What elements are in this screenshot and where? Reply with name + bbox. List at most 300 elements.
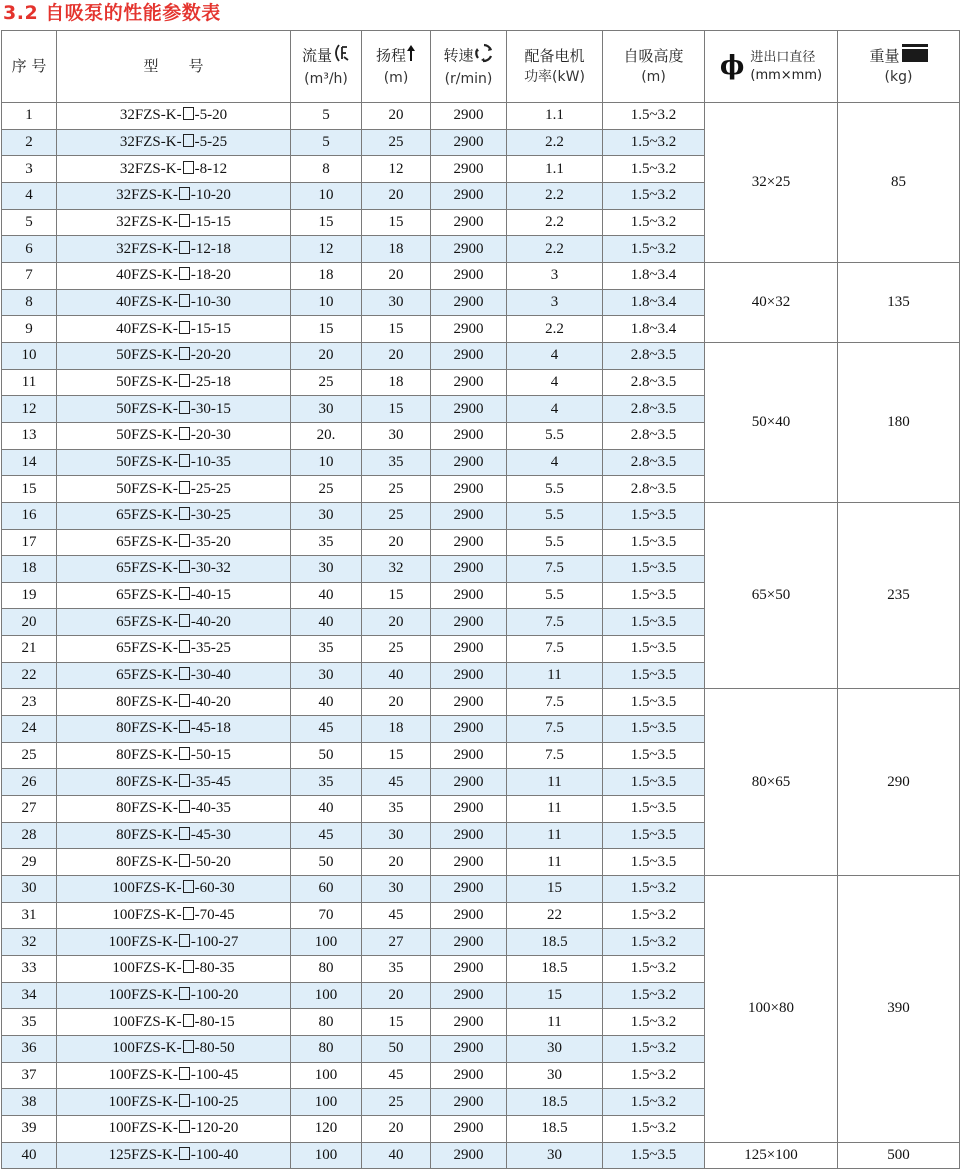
cell-suction: 1.5~3.2: [603, 1115, 705, 1142]
cell-speed: 2900: [431, 716, 507, 743]
cell-index: 36: [2, 1035, 57, 1062]
cell-speed: 2900: [431, 609, 507, 636]
cell-flow: 20: [291, 342, 362, 369]
cell-index: 37: [2, 1062, 57, 1089]
cell-suction: 2.8~3.5: [603, 422, 705, 449]
model-suffix: -45-18: [190, 720, 231, 737]
model-suffix: -30-32: [190, 560, 231, 577]
placeholder-box-icon: [179, 187, 190, 200]
header-speed: [431, 31, 507, 103]
cell-speed: 2900: [431, 636, 507, 663]
cell-flow: 80: [291, 1009, 362, 1036]
cell-index: 32: [2, 929, 57, 956]
cell-flow: 45: [291, 716, 362, 743]
cell-head: 15: [362, 742, 431, 769]
cell-power: 18.5: [507, 1089, 603, 1116]
model-suffix: -10-20: [190, 187, 231, 204]
header-index: [2, 31, 57, 103]
cell-index: 2: [2, 129, 57, 156]
cell-flow: 50: [291, 742, 362, 769]
model-prefix: 50FZS-K-: [116, 347, 178, 364]
header-index-label: 序 号: [11, 57, 47, 75]
cell-model: [57, 1142, 291, 1169]
cell-flow: 40: [291, 796, 362, 823]
model-prefix: 65FZS-K-: [116, 613, 178, 630]
cell-power: 7.5: [507, 556, 603, 583]
placeholder-box-icon: [179, 1120, 190, 1133]
model-prefix: 32FZS-K-: [116, 213, 178, 230]
model-suffix: -35-20: [190, 533, 231, 550]
cell-suction: 1.5~3.2: [603, 1062, 705, 1089]
cell-power: 22: [507, 902, 603, 929]
model-prefix: 80FZS-K-: [116, 720, 178, 737]
model-prefix: 100FZS-K-: [108, 1120, 178, 1137]
header-flow-unit: (m³/h): [304, 71, 348, 87]
cell-index: 21: [2, 636, 57, 663]
cell-flow: 20.: [291, 422, 362, 449]
cell-flow: 15: [291, 316, 362, 343]
cell-suction: 1.5~3.5: [603, 796, 705, 823]
model-suffix: -18-20: [190, 267, 231, 284]
cell-suction: 1.5~3.2: [603, 956, 705, 983]
cell-power: 15: [507, 982, 603, 1009]
cell-index: 20: [2, 609, 57, 636]
model-suffix: -35-45: [190, 773, 231, 790]
cell-suction: 1.5~3.2: [603, 982, 705, 1009]
cell-head: 25: [362, 476, 431, 503]
cell-head: 20: [362, 609, 431, 636]
cell-index: 3: [2, 156, 57, 183]
cell-index: 14: [2, 449, 57, 476]
cell-power: 11: [507, 796, 603, 823]
cell-power: 5.5: [507, 582, 603, 609]
cell-flow: 40: [291, 582, 362, 609]
cell-speed: 2900: [431, 396, 507, 423]
cell-flow: 120: [291, 1115, 362, 1142]
cell-flow: 30: [291, 556, 362, 583]
table-row: [2, 502, 960, 529]
header-speed-label: 转速: [443, 46, 474, 65]
placeholder-box-icon: [183, 1014, 194, 1027]
cell-speed: 2900: [431, 849, 507, 876]
cell-speed: 2900: [431, 769, 507, 796]
placeholder-box-icon: [179, 534, 190, 547]
cell-power: 2.2: [507, 129, 603, 156]
placeholder-box-icon: [179, 347, 190, 360]
page-title: 3.2 自吸泵的性能参数表: [3, 2, 221, 24]
header-flow: [291, 31, 362, 103]
cell-power: 2.2: [507, 209, 603, 236]
cell-model: [57, 769, 291, 796]
cell-speed: 2900: [431, 1009, 507, 1036]
cell-model: [57, 556, 291, 583]
cell-model: [57, 369, 291, 396]
cell-suction: 2.8~3.5: [603, 476, 705, 503]
model-suffix: -100-27: [190, 933, 239, 950]
cell-flow: 40: [291, 609, 362, 636]
performance-table: [1, 30, 960, 1169]
cell-suction: 1.5~3.2: [603, 129, 705, 156]
cell-index: 22: [2, 662, 57, 689]
model-prefix: 50FZS-K-: [116, 400, 178, 417]
cell-power: 11: [507, 822, 603, 849]
placeholder-box-icon: [179, 294, 190, 307]
cell-head: 30: [362, 422, 431, 449]
header-suction-label: 自吸高度: [623, 46, 684, 65]
cell-power: 11: [507, 849, 603, 876]
placeholder-box-icon: [183, 1040, 194, 1053]
cell-suction: 1.5~3.5: [603, 662, 705, 689]
cell-index: 11: [2, 369, 57, 396]
placeholder-box-icon: [183, 907, 194, 920]
cell-speed: 2900: [431, 262, 507, 289]
cell-index: 17: [2, 529, 57, 556]
cell-flow: 25: [291, 369, 362, 396]
cell-model: [57, 609, 291, 636]
cell-head: 35: [362, 796, 431, 823]
cell-suction: 1.5~3.5: [603, 556, 705, 583]
cell-power: 11: [507, 662, 603, 689]
cell-head: 20: [362, 982, 431, 1009]
model-suffix: -50-20: [190, 853, 231, 870]
model-suffix: -20-20: [190, 347, 231, 364]
cell-index: 15: [2, 476, 57, 503]
cell-head: 30: [362, 822, 431, 849]
cell-speed: 2900: [431, 902, 507, 929]
cell-power: 2.2: [507, 236, 603, 263]
model-prefix: 32FZS-K-: [116, 240, 178, 257]
cell-head: 45: [362, 902, 431, 929]
cell-speed: 2900: [431, 689, 507, 716]
header-head: [362, 31, 431, 103]
placeholder-box-icon: [179, 267, 190, 280]
placeholder-box-icon: [179, 774, 190, 787]
cell-flow: 100: [291, 1089, 362, 1116]
cell-model: [57, 1062, 291, 1089]
cell-model: [57, 502, 291, 529]
model-prefix: 65FZS-K-: [116, 667, 178, 684]
cell-index: 35: [2, 1009, 57, 1036]
cell-model: [57, 529, 291, 556]
placeholder-box-icon: [179, 560, 190, 573]
cell-power: 5.5: [507, 476, 603, 503]
cell-suction: 1.5~3.5: [603, 716, 705, 743]
cell-model: [57, 209, 291, 236]
model-prefix: 50FZS-K-: [116, 480, 178, 497]
cell-model: [57, 956, 291, 983]
header-head-label: 扬程: [375, 46, 406, 65]
cell-model: [57, 316, 291, 343]
model-prefix: 32FZS-K-: [119, 133, 182, 150]
cell-flow: 80: [291, 956, 362, 983]
cell-flow: 15: [291, 209, 362, 236]
header-row: [2, 31, 960, 103]
cell-speed: 2900: [431, 289, 507, 316]
cell-flow: 100: [291, 929, 362, 956]
placeholder-box-icon: [183, 134, 194, 147]
cell-model: [57, 1089, 291, 1116]
model-suffix: -30-15: [190, 400, 231, 417]
cell-speed: 2900: [431, 1062, 507, 1089]
table-row: [2, 689, 960, 716]
header-power-unit: 功率(kW): [524, 68, 585, 85]
cell-weight: 235: [838, 502, 960, 689]
model-suffix: -20-30: [190, 427, 231, 444]
cell-speed: 2900: [431, 342, 507, 369]
cell-head: 25: [362, 636, 431, 663]
cell-speed: 2900: [431, 182, 507, 209]
header-weight: [838, 31, 960, 103]
cell-suction: 1.5~3.5: [603, 1142, 705, 1169]
placeholder-box-icon: [183, 107, 194, 120]
cell-head: 30: [362, 876, 431, 903]
model-suffix: -80-15: [194, 1013, 235, 1030]
cell-diameter: 32×25: [705, 103, 838, 263]
cell-index: 24: [2, 716, 57, 743]
cell-speed: 2900: [431, 156, 507, 183]
model-prefix: 80FZS-K-: [116, 693, 178, 710]
cell-power: 11: [507, 1009, 603, 1036]
model-prefix: 65FZS-K-: [116, 533, 178, 550]
cell-flow: 80: [291, 1035, 362, 1062]
cell-flow: 45: [291, 822, 362, 849]
cell-power: 5.5: [507, 529, 603, 556]
cell-weight: 85: [838, 103, 960, 263]
up-arrow-icon: [406, 44, 416, 68]
cell-head: 25: [362, 502, 431, 529]
cell-head: 20: [362, 103, 431, 130]
model-prefix: 32FZS-K-: [116, 187, 178, 204]
cell-flow: 100: [291, 1062, 362, 1089]
cell-speed: 2900: [431, 449, 507, 476]
cell-head: 20: [362, 689, 431, 716]
cell-head: 18: [362, 716, 431, 743]
cell-head: 20: [362, 262, 431, 289]
cell-suction: 1.8~3.4: [603, 262, 705, 289]
cell-flow: 25: [291, 476, 362, 503]
flow-icon: [332, 43, 350, 69]
rotation-icon: [474, 43, 494, 69]
cell-power: 7.5: [507, 716, 603, 743]
cell-speed: 2900: [431, 1035, 507, 1062]
placeholder-box-icon: [179, 1094, 190, 1107]
cell-index: 7: [2, 262, 57, 289]
placeholder-box-icon: [179, 747, 190, 760]
model-suffix: -100-40: [190, 1146, 239, 1163]
header-diameter-label: 进出口直径: [750, 49, 816, 65]
cell-speed: 2900: [431, 982, 507, 1009]
cell-suction: 1.5~3.2: [603, 182, 705, 209]
cell-power: 30: [507, 1062, 603, 1089]
cell-power: 30: [507, 1142, 603, 1169]
cell-model: [57, 103, 291, 130]
cell-model: [57, 822, 291, 849]
cell-head: 20: [362, 849, 431, 876]
cell-suction: 2.8~3.5: [603, 449, 705, 476]
model-suffix: -100-25: [190, 1093, 239, 1110]
cell-diameter: 100×80: [705, 876, 838, 1143]
cell-speed: 2900: [431, 556, 507, 583]
model-suffix: -60-30: [194, 880, 235, 897]
cell-flow: 50: [291, 849, 362, 876]
model-suffix: -30-40: [190, 667, 231, 684]
model-suffix: -120-20: [190, 1120, 239, 1137]
cell-model: [57, 582, 291, 609]
cell-flow: 100: [291, 1142, 362, 1169]
cell-index: 29: [2, 849, 57, 876]
model-suffix: -5-20: [194, 107, 228, 124]
cell-model: [57, 342, 291, 369]
cell-speed: 2900: [431, 1089, 507, 1116]
cell-diameter: 40×32: [705, 262, 838, 342]
header-model: [57, 31, 291, 103]
cell-suction: 1.8~3.4: [603, 316, 705, 343]
cell-weight: 500: [838, 1142, 960, 1169]
model-prefix: 32FZS-K-: [119, 107, 182, 124]
model-prefix: 80FZS-K-: [116, 747, 178, 764]
cell-flow: 5: [291, 103, 362, 130]
cell-head: 20: [362, 342, 431, 369]
cell-weight: 290: [838, 689, 960, 876]
diameter-symbol-icon: ϕ: [719, 51, 745, 81]
cell-model: [57, 129, 291, 156]
cell-head: 15: [362, 209, 431, 236]
cell-head: 40: [362, 662, 431, 689]
cell-model: [57, 449, 291, 476]
placeholder-box-icon: [179, 321, 190, 334]
cell-speed: 2900: [431, 1142, 507, 1169]
cell-weight: 390: [838, 876, 960, 1143]
header-weight-unit: (kg): [884, 68, 913, 85]
placeholder-box-icon: [179, 374, 190, 387]
cell-index: 1: [2, 103, 57, 130]
cell-speed: 2900: [431, 476, 507, 503]
placeholder-box-icon: [179, 694, 190, 707]
cell-suction: 1.5~3.2: [603, 209, 705, 236]
cell-model: [57, 396, 291, 423]
cell-power: 30: [507, 1035, 603, 1062]
cell-speed: 2900: [431, 129, 507, 156]
model-prefix: 100FZS-K-: [112, 880, 182, 897]
cell-suction: 1.5~3.2: [603, 902, 705, 929]
model-prefix: 40FZS-K-: [116, 293, 178, 310]
cell-index: 33: [2, 956, 57, 983]
header-diameter-unit: (mm×mm): [750, 67, 823, 83]
cell-model: [57, 236, 291, 263]
cell-head: 32: [362, 556, 431, 583]
model-prefix: 100FZS-K-: [112, 960, 182, 977]
model-suffix: -12-18: [190, 240, 231, 257]
cell-model: [57, 182, 291, 209]
cell-head: 18: [362, 369, 431, 396]
cell-power: 2.2: [507, 182, 603, 209]
model-suffix: -50-15: [190, 747, 231, 764]
cell-flow: 100: [291, 982, 362, 1009]
header-weight-label: 重量: [869, 46, 900, 65]
model-prefix: 125FZS-K-: [108, 1146, 178, 1163]
cell-power: 7.5: [507, 742, 603, 769]
cell-flow: 35: [291, 769, 362, 796]
cell-flow: 30: [291, 396, 362, 423]
cell-head: 45: [362, 769, 431, 796]
cell-speed: 2900: [431, 822, 507, 849]
cell-index: 39: [2, 1115, 57, 1142]
model-prefix: 32FZS-K-: [119, 160, 182, 177]
cell-weight: 135: [838, 262, 960, 342]
cell-power: 1.1: [507, 156, 603, 183]
model-suffix: -40-15: [190, 587, 231, 604]
model-prefix: 100FZS-K-: [112, 1013, 182, 1030]
model-suffix: -100-45: [190, 1066, 239, 1083]
cell-suction: 2.8~3.5: [603, 369, 705, 396]
cell-suction: 1.5~3.2: [603, 1035, 705, 1062]
header-power: [507, 31, 603, 103]
cell-suction: 1.5~3.2: [603, 876, 705, 903]
cell-head: 20: [362, 529, 431, 556]
placeholder-box-icon: [183, 880, 194, 893]
header-flow-label: 流量: [301, 46, 332, 65]
cell-speed: 2900: [431, 316, 507, 343]
cell-head: 35: [362, 449, 431, 476]
model-prefix: 65FZS-K-: [116, 640, 178, 657]
cell-index: 30: [2, 876, 57, 903]
cell-model: [57, 1009, 291, 1036]
placeholder-box-icon: [179, 214, 190, 227]
cell-index: 27: [2, 796, 57, 823]
cell-model: [57, 662, 291, 689]
model-suffix: -25-25: [190, 480, 231, 497]
cell-model: [57, 982, 291, 1009]
cell-flow: 60: [291, 876, 362, 903]
cell-suction: 1.5~3.5: [603, 529, 705, 556]
model-prefix: 65FZS-K-: [116, 560, 178, 577]
model-suffix: -80-35: [194, 960, 235, 977]
cell-head: 25: [362, 129, 431, 156]
table-row: [2, 262, 960, 289]
cell-suction: 1.5~3.5: [603, 769, 705, 796]
placeholder-box-icon: [179, 800, 190, 813]
cell-model: [57, 1035, 291, 1062]
model-suffix: -10-30: [190, 293, 231, 310]
cell-flow: 35: [291, 636, 362, 663]
cell-index: 6: [2, 236, 57, 263]
cell-head: 20: [362, 182, 431, 209]
model-prefix: 40FZS-K-: [116, 320, 178, 337]
cell-index: 31: [2, 902, 57, 929]
cell-model: [57, 636, 291, 663]
table-row: [2, 103, 960, 130]
model-prefix: 100FZS-K-: [108, 1066, 178, 1083]
model-suffix: -40-35: [190, 800, 231, 817]
placeholder-box-icon: [179, 241, 190, 254]
cell-model: [57, 742, 291, 769]
model-suffix: -40-20: [190, 613, 231, 630]
cell-index: 4: [2, 182, 57, 209]
placeholder-box-icon: [179, 667, 190, 680]
weight-bar-icon: [902, 47, 928, 62]
model-prefix: 40FZS-K-: [116, 267, 178, 284]
cell-flow: 10: [291, 182, 362, 209]
cell-flow: 35: [291, 529, 362, 556]
cell-head: 35: [362, 956, 431, 983]
cell-power: 1.1: [507, 103, 603, 130]
cell-power: 18.5: [507, 929, 603, 956]
model-suffix: -10-35: [190, 453, 231, 470]
header-power-label: 配备电机: [524, 46, 585, 65]
model-suffix: -100-20: [190, 986, 239, 1003]
cell-model: [57, 1115, 291, 1142]
cell-speed: 2900: [431, 236, 507, 263]
